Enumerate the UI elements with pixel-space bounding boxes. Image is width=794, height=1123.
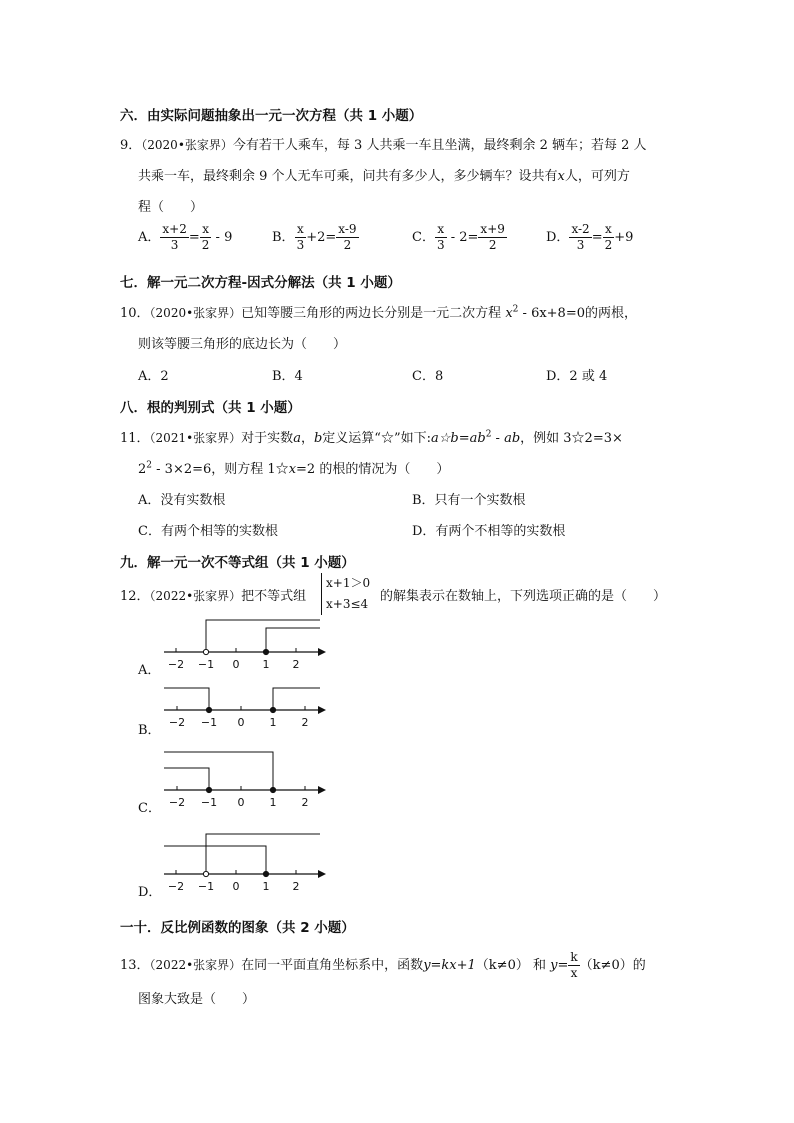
q10-option-b[interactable]: B．4 — [272, 369, 303, 384]
numerator: x — [295, 222, 307, 238]
denominator: x — [570, 966, 578, 980]
question-text: 共乘一车，最终剩余 9 个人无车可乘，问共有多少人，多少辆车？设共有 — [138, 169, 558, 184]
question-text: ，例如 3☆2=3× — [520, 431, 623, 446]
condition: （k≠0） — [475, 958, 529, 973]
fraction — [435, 222, 447, 253]
question-number: 10． — [120, 306, 150, 321]
variable: b — [313, 431, 323, 446]
question-text: 人，可列方 — [564, 169, 630, 184]
question-source: （2020•张家界） — [149, 306, 242, 320]
condition: （k≠0） — [579, 958, 633, 973]
variable: x — [505, 306, 513, 321]
question-text: 定义运算“☆”如下: — [322, 431, 431, 446]
q9-option-d[interactable] — [546, 222, 633, 253]
punctuation: ， — [300, 431, 314, 446]
number-line-a — [160, 612, 330, 676]
q11-option-a[interactable]: A．没有实数根 — [138, 493, 226, 508]
question-number: 9． — [120, 138, 142, 153]
solution-ray — [206, 620, 320, 652]
question-text: 的两根， — [585, 306, 638, 321]
section-heading-10: 一十．反比例函数的图象（共 2 小题） — [120, 920, 355, 936]
tick-label: −2 — [168, 796, 186, 809]
tick-label: 2 — [292, 658, 300, 671]
tick-label: 1 — [262, 658, 270, 671]
open-point — [203, 649, 208, 654]
q11-option-d[interactable]: D．有两个不相等的实数根 — [412, 524, 566, 539]
question-number: 13． — [120, 958, 150, 973]
open-point — [203, 871, 208, 876]
tick-label: 2 — [301, 716, 309, 729]
solution-ray — [164, 752, 273, 790]
q11-option-c[interactable]: C．有两个相等的实数根 — [138, 524, 278, 539]
fraction — [603, 222, 615, 253]
question-13-line-2: 图象大致是（ ） — [138, 992, 256, 1007]
question-source: （2021•张家界） — [149, 431, 242, 445]
solution-ray — [206, 834, 320, 874]
tick-label: −2 — [168, 716, 186, 729]
question-11-line-1 — [120, 427, 623, 446]
denominator: 2 — [343, 238, 352, 252]
tick-label: 0 — [237, 796, 245, 809]
option-label: C． — [412, 230, 435, 245]
system-brace — [321, 573, 322, 615]
tick-label: 2 — [301, 796, 309, 809]
fraction — [160, 222, 188, 253]
fraction — [295, 222, 307, 253]
question-9-line-1 — [120, 134, 647, 153]
closed-point — [270, 707, 275, 712]
solution-ray — [273, 688, 320, 710]
tick-label: 1 — [262, 880, 270, 893]
tick-label: −2 — [167, 658, 185, 671]
inequality-1: x+1＞0 — [326, 576, 371, 590]
numerator: x-9 — [338, 222, 357, 236]
option-label: B． — [272, 230, 295, 245]
closed-point — [270, 787, 275, 792]
q10-option-a[interactable]: A．2 — [138, 369, 169, 384]
denominator: 3 — [576, 238, 585, 252]
option-label: B． — [138, 723, 161, 738]
section-heading-7: 七．解一元二次方程-因式分解法（共 1 小题） — [120, 275, 401, 291]
solution-ray — [164, 768, 209, 790]
base: 2 — [138, 462, 147, 477]
q12-option-c[interactable] — [138, 797, 161, 816]
question-9-line-3: 程（ ） — [138, 200, 204, 215]
tick-label: −1 — [197, 658, 215, 671]
variable: x — [288, 462, 297, 477]
q9-option-c[interactable] — [412, 222, 507, 253]
axis-arrow-icon — [318, 870, 326, 878]
axis-arrow-icon — [318, 706, 326, 714]
q12-option-b[interactable] — [138, 719, 161, 738]
question-11-line-2 — [138, 458, 449, 477]
q10-option-c[interactable]: C．8 — [412, 369, 444, 384]
function-2: y= — [550, 958, 569, 973]
tick-label: −1 — [200, 716, 218, 729]
expression-mid: +2= — [306, 230, 337, 245]
fraction — [568, 950, 579, 981]
exponent: 2 — [512, 304, 519, 315]
denominator: 2 — [488, 238, 497, 252]
option-label: D． — [546, 230, 570, 245]
question-source: （2022•张家界） — [149, 958, 242, 972]
numerator: x — [603, 222, 615, 238]
solution-ray — [266, 628, 320, 652]
fraction — [569, 222, 591, 253]
closed-point — [263, 649, 268, 654]
denominator: 3 — [296, 238, 305, 252]
definition: a☆b=ab — [430, 431, 486, 446]
numerator: x — [200, 222, 212, 238]
expression-mid: - 2= — [446, 230, 479, 245]
q11-option-b[interactable]: B．只有一个实数根 — [412, 493, 526, 508]
question-10-line-1 — [120, 302, 637, 321]
question-10-line-2: 则该等腰三角形的底边长为（ ） — [138, 337, 347, 352]
solution-ray — [164, 846, 266, 874]
definition-tail: - ab — [491, 431, 521, 446]
exponent: 2 — [485, 429, 492, 440]
question-text: =2 的根的情况为（ ） — [296, 462, 450, 477]
numerator: x+9 — [480, 222, 505, 236]
tick-label: −1 — [197, 880, 215, 893]
question-12-line-1 — [120, 585, 306, 604]
equation: - 6x+8=0 — [518, 306, 585, 321]
fraction — [336, 222, 358, 253]
axis-arrow-icon — [318, 648, 326, 656]
closed-point — [206, 707, 211, 712]
tick-label: 0 — [232, 658, 240, 671]
section-heading-9: 九．解一元一次不等式组（共 1 小题） — [120, 555, 355, 571]
tick-label: −1 — [200, 796, 218, 809]
question-text: 把不等式组 — [241, 589, 307, 604]
expression-tail: - 9 — [211, 230, 233, 245]
equals: = — [188, 230, 200, 245]
fraction — [478, 222, 506, 253]
axis-arrow-icon — [318, 786, 326, 794]
closed-point — [206, 787, 211, 792]
variable: x — [557, 169, 565, 184]
variable: a — [293, 431, 301, 446]
question-text: 在同一平面直角坐标系中，函数 — [241, 958, 424, 973]
numerator: x — [435, 222, 447, 238]
question-text: 今有若干人乘车，每 3 人共乘一车且坐满，最终剩余 2 辆车；若每 2 人 — [232, 138, 647, 153]
solution-ray — [164, 688, 209, 710]
question-source: （2020•张家界） — [141, 138, 233, 152]
section-heading-6: 六．由实际问题抽象出一元一次方程（共 1 小题） — [120, 108, 423, 124]
option-label: C． — [138, 801, 161, 816]
numerator: x-2 — [571, 222, 590, 236]
number-line-d — [160, 826, 330, 898]
inequality-2: x+3≤4 — [326, 597, 369, 611]
question-text: - 3×2=6，则方程 1☆ — [152, 462, 289, 477]
tick-label: 1 — [269, 716, 277, 729]
question-source: （2022•张家界） — [149, 589, 242, 603]
question-text: 已知等腰三角形的两边长分别是一元二次方程 — [241, 306, 502, 321]
fraction — [200, 222, 212, 253]
number-line-b — [160, 678, 330, 738]
equals: = — [591, 230, 603, 245]
closed-point — [263, 871, 268, 876]
q9-option-a[interactable] — [138, 222, 232, 253]
q10-option-d[interactable]: D．2 或 4 — [546, 369, 608, 384]
denominator: 2 — [201, 238, 210, 252]
q9-option-b[interactable] — [272, 222, 359, 253]
denominator: 3 — [436, 238, 445, 252]
q12-option-d[interactable] — [138, 881, 161, 900]
option-label: D． — [138, 885, 162, 900]
question-13-line-1 — [120, 950, 646, 981]
numerator: x+2 — [162, 222, 187, 236]
numerator: k — [570, 950, 578, 964]
tick-label: 0 — [232, 880, 240, 893]
tick-label: 1 — [269, 796, 277, 809]
q12-option-a[interactable] — [138, 659, 160, 678]
option-label: A． — [138, 663, 161, 678]
section-heading-8: 八．根的判别式（共 1 小题） — [120, 400, 301, 416]
denominator: 3 — [170, 238, 179, 252]
tick-label: −2 — [167, 880, 185, 893]
question-12-line-1-tail: 的解集表示在数轴上，下列选项正确的是（ ） — [380, 589, 667, 604]
question-number: 12． — [120, 589, 150, 604]
exponent: 2 — [146, 460, 153, 471]
question-9-line-2 — [138, 165, 630, 184]
function-1: y=kx+1 — [423, 958, 476, 973]
option-label: A． — [138, 230, 161, 245]
expression-tail: +9 — [614, 230, 634, 245]
conjunction: 和 — [532, 958, 546, 973]
number-line-c — [160, 742, 330, 814]
tick-label: 0 — [237, 716, 245, 729]
question-number: 11． — [120, 431, 150, 446]
question-text: 的 — [632, 958, 646, 973]
question-text: 对于实数 — [241, 431, 294, 446]
denominator: 2 — [604, 238, 613, 252]
tick-label: 2 — [292, 880, 300, 893]
